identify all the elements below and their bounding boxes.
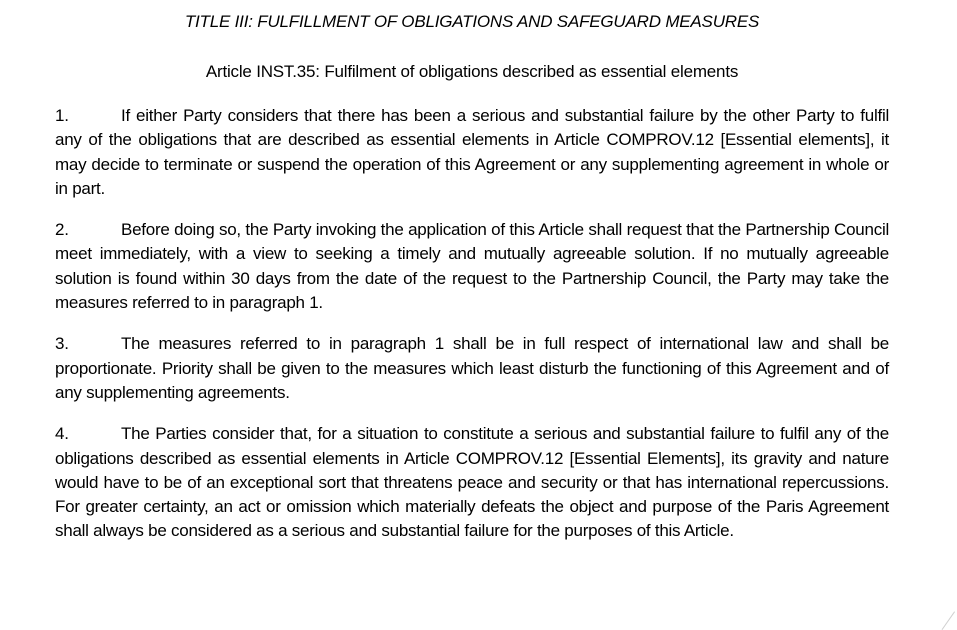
paragraph-4	[55, 422, 889, 543]
paragraph-text: If either Party considers that there has been a serious and substantial failure by the other Party to fulfil any of the obligations that are described as essential elements in Article COMPROV.12 [Essential elements], it may decide to terminate or suspend the operation of this Agreement or any supplementing agreement in whole or in part.	[55, 106, 889, 198]
article-heading: Article INST.35: Fulfilment of obligations described as essential elements	[205, 62, 739, 81]
paragraph-1	[55, 104, 889, 201]
paragraph-number: 1.	[55, 106, 69, 125]
paragraph-2	[55, 218, 889, 315]
paragraph-number: 2.	[55, 220, 69, 240]
corner-divider	[942, 611, 955, 630]
paragraph-text: The measures referred to in paragraph 1 shall be in full respect of international law and shall be proportionate. Priority shall be given to the measures which least disturb the functioning of this Agreement and of any supplementing agreements.	[55, 334, 889, 402]
document-page	[55, 10, 889, 544]
paragraph-number: 3.	[55, 334, 69, 354]
paragraph-text: The Parties consider that, for a situation to constitute a serious and substantial failure to fulfil any of the obligations described as essential elements in Article COMPROV.12 [Essential Elements], its gravity and nature would have to be of an exceptional sort that threatens peace and security or that has international repercussions. For greater certainty, an act or omission which materially defeats the object and purpose of the Paris Agreement shall always be considered as a serious and substantial failure for the purposes of this Article.	[55, 424, 889, 541]
paragraph-number: 4.	[55, 424, 69, 444]
paragraph-text: Before doing so, the Party invoking the application of this Article shall request that the Partnership Council meet immediately, with a view to seeking a timely and mutually agreeable solution. If no mutually agreeable solution is found within 30 days from the date of the request to the Partnership Council, the Party may take the measures referred to in paragraph 1.	[55, 220, 889, 313]
paragraph-3	[55, 332, 889, 405]
document-title: TITLE III: FULFILLMENT OF OBLIGATIONS AND SAFEGUARD MEASURES	[184, 12, 760, 31]
